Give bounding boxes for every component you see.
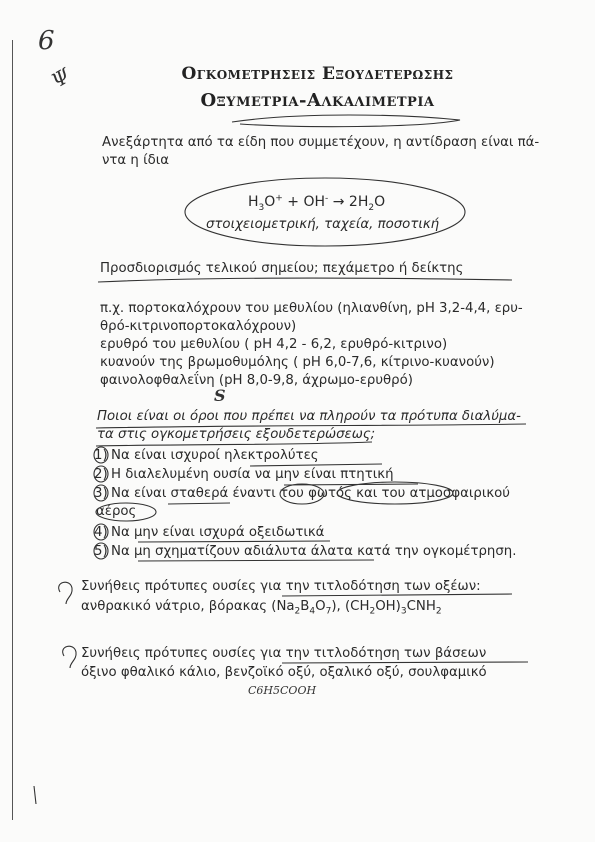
page-number: 6 bbox=[38, 26, 55, 56]
endpoint-question: Προσδιορισμός τελικού σημείου; πεχάμετρο ή δείκτης bbox=[100, 261, 464, 276]
conditions-question-line-2: τα στις ογκομετρήσεις εξουδετερώσεως; bbox=[97, 427, 376, 442]
acid-standards-heading: Συνήθεις πρότυπες ουσίες για την τιτλοδότηση των οξέων: bbox=[81, 579, 481, 594]
question-mark bbox=[59, 582, 72, 604]
condition-number: 1) bbox=[94, 448, 108, 463]
stable-underline bbox=[168, 503, 230, 504]
indicator-line-3: ερυθρό του μεθυλίου ( pH 4,2 - 6,2, ερυθρό-κιτρινο) bbox=[100, 337, 448, 352]
condition-number: 5) bbox=[94, 544, 108, 559]
indicator-line-5: φαινολοφθαλεΐνη (pH 8,0-9,8, άχρωμο-ερυθρό) bbox=[100, 373, 413, 388]
title-swoosh bbox=[232, 115, 460, 127]
condition-item-5: 5) Να μη σχηματίζουν αδιάλυτα άλατα κατά την ογκομέτρηση. bbox=[94, 544, 517, 559]
condition-number: 2) bbox=[94, 467, 108, 482]
acid-standards-list: ανθρακικό νάτριο, βόρακας $(Na_2B_4O_7)$, $(CH_2OH)_3CNH_2$ bbox=[81, 599, 442, 617]
condition-item-4: 4) Να μην είναι ισχυρά οξειδωτικά bbox=[94, 525, 325, 540]
margin-rule bbox=[12, 40, 13, 820]
indicator-line-4: κυανούν της βρωμοθυμόλης ( pH 6,0-7,6, κίτρινο-κυανούν) bbox=[100, 355, 495, 370]
intro-line-2: ντα η ίδια bbox=[102, 153, 169, 168]
reaction-ellipse bbox=[185, 178, 465, 246]
endpoint-underline bbox=[98, 278, 512, 282]
base-standards-heading: Συνήθεις πρότυπες ουσίες για την τιτλοδότηση των βάσεων bbox=[81, 646, 487, 661]
conditions-question-line-1: Ποιοι είναι οι όροι που πρέπει να πληρούν τα πρότυπα διαλύμα- bbox=[97, 409, 521, 424]
indicator-line-2: θρό-κιτρινοπορτοκαλόχρουν) bbox=[100, 319, 297, 334]
condition-item-2: 2) Η διαλελυμένη ουσία να μην είναι πτητική bbox=[94, 467, 394, 482]
margin-mark: Ψ bbox=[47, 63, 75, 93]
title-line-1: Ογκομετρησεις Εξουδετερωσης bbox=[181, 64, 454, 84]
question-mark bbox=[63, 646, 76, 668]
base-standards-list: όξινο φθαλικό κάλιο, βενζοϊκό οξύ, οξαλικό οξύ, σουλφαμικό bbox=[81, 665, 487, 680]
reaction-properties: στοιχειομετρική, ταχεία, ποσοτική bbox=[206, 217, 440, 232]
condition-item-3-cont: αέρος bbox=[96, 504, 137, 519]
handwritten-formula: C6H5COOH bbox=[248, 684, 317, 697]
indicator-line-1: π.χ. πορτοκαλόχρουν του μεθυλίου (ηλιανθίνη, pH 3,2-4,4, ερυ- bbox=[100, 301, 523, 316]
condition-number: 3) bbox=[94, 486, 108, 501]
margin-tick bbox=[34, 786, 36, 804]
intro-line-1: Ανεξάρτητα από τα είδη που συμμετέχουν, η αντίδραση είναι πά- bbox=[102, 135, 540, 150]
condition-item-3: 3) Να είναι σταθερά έναντι του φωτός και του ατμοσφαιρικού bbox=[94, 486, 510, 501]
condition-number: 4) bbox=[94, 525, 108, 540]
handwritten-s: S bbox=[214, 386, 226, 405]
reaction-equation: $H_3O^+ + OH^- \to 2H_2O$ bbox=[248, 193, 386, 213]
condition-item-1: 1) Να είναι ισχυροί ηλεκτρολύτες bbox=[94, 448, 319, 463]
title-line-2: Οξυμετρια-Αλκαλιμετρια bbox=[200, 90, 435, 111]
